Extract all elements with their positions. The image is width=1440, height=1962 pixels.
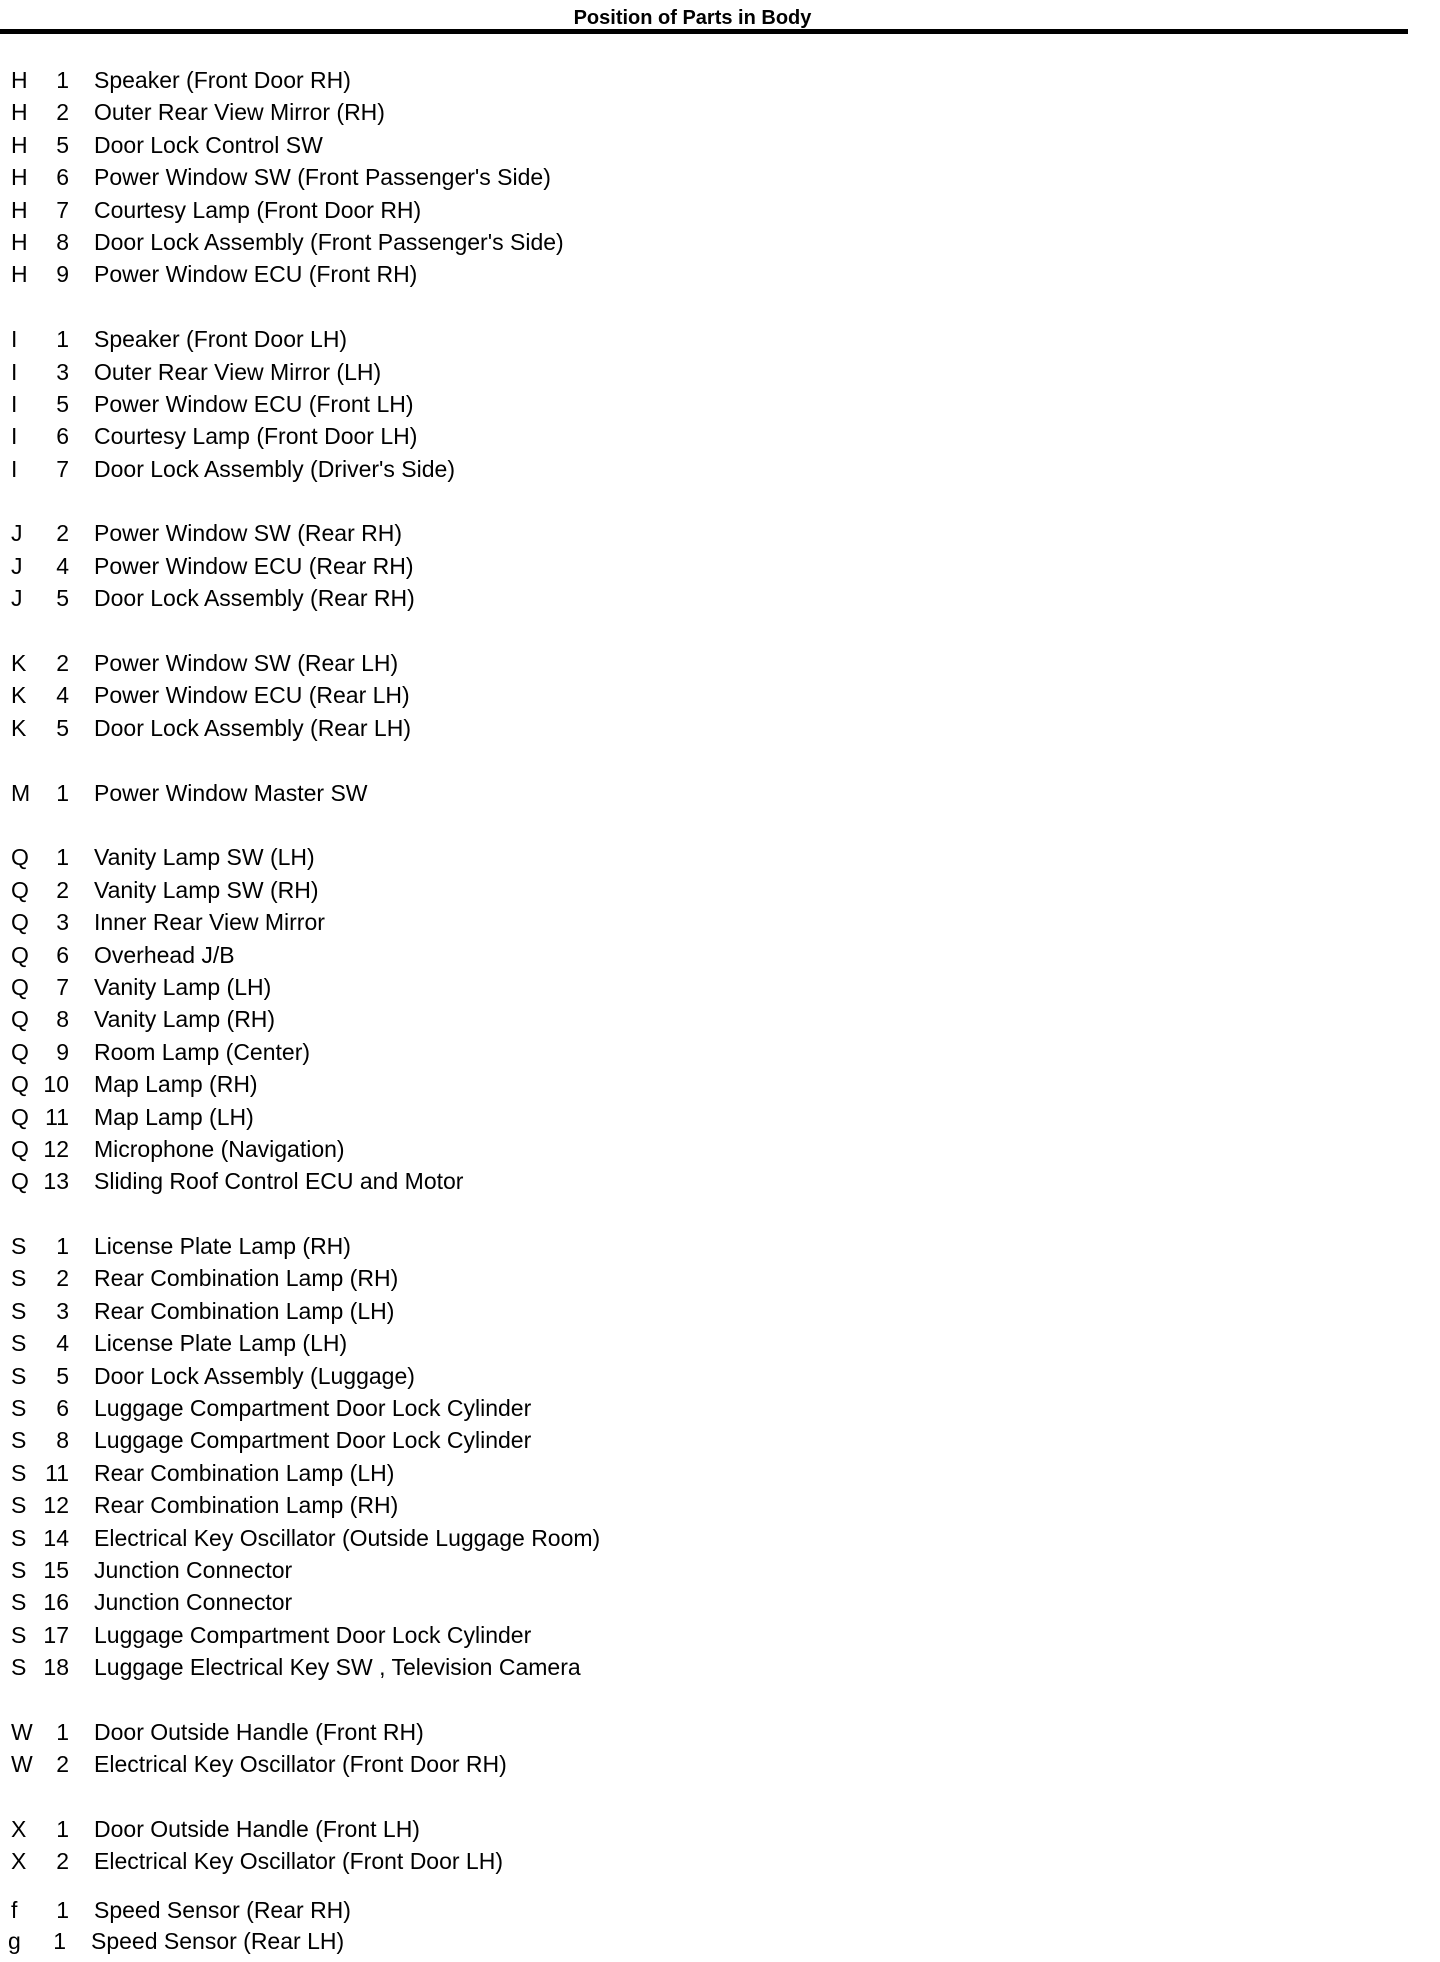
page-title: Position of Parts in Body <box>573 7 812 29</box>
part-name: Vanity Lamp (RH) <box>94 1006 276 1033</box>
part-name: Junction Connector <box>94 1556 293 1583</box>
part-row <box>0 1554 1000 1586</box>
group-spacer <box>0 615 1000 647</box>
part-name: Electrical Key Oscillator (Outside Luggage Room) <box>94 1524 601 1551</box>
part-grid-letter: S <box>11 1362 27 1389</box>
part-row <box>0 96 1000 128</box>
part-grid-letter: I <box>11 358 18 385</box>
part-row <box>0 712 1000 744</box>
part-name: Luggage Compartment Door Lock Cylinder <box>94 1427 532 1454</box>
part-row <box>0 388 1000 420</box>
part-grid-letter: I <box>11 423 18 450</box>
part-grid-number: 6 <box>56 941 69 968</box>
part-grid-number: 11 <box>45 1103 69 1130</box>
part-grid-letter: S <box>11 1297 27 1324</box>
part-grid-letter: X <box>11 1848 27 1875</box>
part-name: Power Window Master SW <box>94 779 368 806</box>
part-grid-letter: Q <box>11 941 29 968</box>
part-grid-number: 1 <box>53 1927 66 1954</box>
part-name: Room Lamp (Center) <box>94 1038 311 1065</box>
part-grid-letter: S <box>11 1524 27 1551</box>
part-grid-letter: H <box>11 131 28 158</box>
part-grid-letter: S <box>11 1589 27 1616</box>
part-grid-number: 2 <box>56 99 69 126</box>
part-row <box>0 1619 1000 1651</box>
part-grid-number: 8 <box>56 1427 69 1454</box>
part-grid-letter: H <box>11 99 28 126</box>
part-grid-letter: K <box>11 682 27 709</box>
part-name: License Plate Lamp (RH) <box>94 1233 351 1260</box>
part-row <box>0 874 1000 906</box>
group-spacer <box>0 485 1000 517</box>
part-name: Map Lamp (LH) <box>94 1103 254 1130</box>
part-grid-letter: I <box>11 326 18 353</box>
part-grid-number: 5 <box>56 131 69 158</box>
part-name: Door Lock Assembly (Driver's Side) <box>94 455 455 482</box>
part-name: Luggage Compartment Door Lock Cylinder <box>94 1621 532 1648</box>
part-grid-number: 1 <box>56 1896 69 1923</box>
part-name: Door Lock Assembly (Rear RH) <box>94 585 415 612</box>
part-name: Electrical Key Oscillator (Front Door RH) <box>94 1751 507 1778</box>
part-name: Door Outside Handle (Front LH) <box>94 1816 420 1843</box>
part-row <box>0 453 1000 485</box>
part-name: Overhead J/B <box>94 941 235 968</box>
part-name: Speaker (Front Door RH) <box>94 67 351 93</box>
part-row <box>0 161 1000 193</box>
part-name: Rear Combination Lamp (RH) <box>94 1492 399 1519</box>
part-name: Rear Combination Lamp (LH) <box>94 1459 395 1486</box>
part-row <box>0 226 1000 258</box>
part-grid-letter: S <box>11 1233 27 1260</box>
part-grid-letter: Q <box>11 1038 29 1065</box>
part-row <box>0 258 1000 290</box>
part-row <box>0 517 1000 549</box>
part-row <box>0 64 1000 96</box>
part-grid-letter: H <box>11 164 28 191</box>
part-grid-letter: Q <box>11 876 29 903</box>
part-name: Vanity Lamp SW (RH) <box>94 876 319 903</box>
part-grid-letter: H <box>11 261 28 288</box>
part-grid-letter: I <box>11 390 18 417</box>
part-grid-letter: S <box>11 1265 27 1292</box>
part-grid-number: 1 <box>56 1816 69 1843</box>
part-row <box>0 582 1000 614</box>
part-grid-number: 14 <box>43 1524 69 1551</box>
part-grid-number: 7 <box>56 196 69 223</box>
part-grid-letter: M <box>11 779 31 806</box>
part-name: Microphone (Navigation) <box>94 1135 345 1162</box>
part-grid-number: 1 <box>56 779 69 806</box>
part-row <box>0 679 1000 711</box>
part-name: Speaker (Front Door LH) <box>94 326 348 353</box>
part-name: Inner Rear View Mirror <box>94 909 325 936</box>
group-spacer <box>0 1878 1000 1894</box>
part-name: Electrical Key Oscillator (Front Door LH) <box>94 1848 503 1875</box>
part-grid-number: 12 <box>43 1135 69 1162</box>
part-grid-number: 10 <box>43 1071 69 1098</box>
part-row <box>0 1748 1000 1780</box>
part-row <box>0 1036 1000 1068</box>
part-name: Power Window ECU (Rear RH) <box>94 552 414 579</box>
part-row <box>0 1651 1000 1683</box>
part-name: Power Window SW (Rear LH) <box>94 650 399 677</box>
part-grid-letter: Q <box>11 973 29 1000</box>
part-row <box>0 906 1000 938</box>
part-name: Outer Rear View Mirror (LH) <box>94 358 382 385</box>
part-name: Door Lock Assembly (Luggage) <box>94 1362 415 1389</box>
part-grid-letter: S <box>11 1395 27 1422</box>
part-grid-number: 1 <box>56 67 69 93</box>
part-row <box>0 841 1000 873</box>
part-row <box>0 1489 1000 1521</box>
part-row <box>0 1586 1000 1618</box>
group-spacer <box>0 744 1000 776</box>
part-row <box>0 1522 1000 1554</box>
part-grid-letter: g <box>8 1927 21 1954</box>
part-grid-letter: S <box>11 1492 27 1519</box>
part-row <box>0 1068 1000 1100</box>
part-name: Courtesy Lamp (Front Door LH) <box>94 423 418 450</box>
part-row <box>0 323 1000 355</box>
part-name: Rear Combination Lamp (LH) <box>94 1297 395 1324</box>
group-spacer <box>0 809 1000 841</box>
part-grid-letter: Q <box>11 909 29 936</box>
part-row <box>0 550 1000 582</box>
part-grid-number: 3 <box>56 909 69 936</box>
part-row <box>0 1327 1000 1359</box>
part-grid-number: 5 <box>56 585 69 612</box>
part-grid-letter: W <box>11 1751 33 1778</box>
part-grid-number: 4 <box>56 682 69 709</box>
part-name: License Plate Lamp (LH) <box>94 1330 348 1357</box>
part-name: Power Window SW (Rear RH) <box>94 520 402 547</box>
part-grid-number: 1 <box>56 1233 69 1260</box>
group-spacer <box>0 1684 1000 1716</box>
part-row <box>0 939 1000 971</box>
title-rule <box>0 29 1408 34</box>
part-grid-number: 12 <box>43 1492 69 1519</box>
part-row <box>0 647 1000 679</box>
part-name: Rear Combination Lamp (RH) <box>94 1265 399 1292</box>
part-name: Luggage Compartment Door Lock Cylinder <box>94 1395 532 1422</box>
part-grid-letter: H <box>11 228 28 255</box>
part-name: Map Lamp (RH) <box>94 1071 258 1098</box>
part-grid-letter: W <box>11 1718 33 1745</box>
part-grid-number: 7 <box>56 973 69 1000</box>
part-name: Speed Sensor (Rear RH) <box>94 1896 351 1923</box>
part-row <box>0 1424 1000 1456</box>
part-grid-number: 5 <box>56 1362 69 1389</box>
part-grid-number: 2 <box>56 1265 69 1292</box>
part-grid-number: 9 <box>56 1038 69 1065</box>
part-grid-letter: K <box>11 650 27 677</box>
part-grid-number: 5 <box>56 390 69 417</box>
parts-list <box>0 64 1000 1956</box>
part-grid-number: 2 <box>56 876 69 903</box>
part-grid-number: 15 <box>43 1556 69 1583</box>
part-row <box>0 1457 1000 1489</box>
part-grid-letter: S <box>11 1621 27 1648</box>
part-grid-letter: K <box>11 714 27 741</box>
part-grid-letter: S <box>11 1459 27 1486</box>
part-grid-number: 2 <box>56 650 69 677</box>
part-name: Door Lock Assembly (Front Passenger's Side) <box>94 228 564 255</box>
part-grid-number: 9 <box>56 261 69 288</box>
part-grid-number: 6 <box>56 164 69 191</box>
part-name: Door Lock Assembly (Rear LH) <box>94 714 411 741</box>
part-grid-letter: Q <box>11 1168 29 1195</box>
part-row <box>0 129 1000 161</box>
part-grid-letter: S <box>11 1330 27 1357</box>
part-row <box>0 1133 1000 1165</box>
part-grid-letter: Q <box>11 1006 29 1033</box>
part-name: Courtesy Lamp (Front Door RH) <box>94 196 422 223</box>
part-grid-number: 8 <box>56 1006 69 1033</box>
part-grid-number: 18 <box>43 1654 69 1681</box>
part-grid-letter: X <box>11 1816 27 1843</box>
part-row <box>0 1845 1000 1877</box>
part-grid-letter: f <box>11 1896 18 1923</box>
part-name: Power Window ECU (Front RH) <box>94 261 418 288</box>
part-name: Door Lock Control SW <box>94 131 323 158</box>
part-row <box>0 777 1000 809</box>
part-grid-number: 16 <box>43 1589 69 1616</box>
part-grid-letter: H <box>11 196 28 223</box>
part-name: Power Window ECU (Rear LH) <box>94 682 410 709</box>
part-row <box>0 420 1000 452</box>
part-row <box>0 1894 1000 1925</box>
part-grid-number: 2 <box>56 520 69 547</box>
part-grid-number: 5 <box>56 714 69 741</box>
part-grid-number: 8 <box>56 228 69 255</box>
part-row <box>0 1165 1000 1197</box>
part-grid-letter: H <box>11 67 28 93</box>
part-row <box>0 194 1000 226</box>
part-grid-letter: J <box>11 585 23 612</box>
part-row <box>0 1716 1000 1748</box>
part-grid-number: 6 <box>56 423 69 450</box>
part-name: Luggage Electrical Key SW , Television Camera <box>94 1654 581 1681</box>
part-grid-letter: J <box>11 520 23 547</box>
part-name: Vanity Lamp SW (LH) <box>94 844 315 871</box>
group-spacer <box>0 291 1000 323</box>
part-grid-number: 2 <box>56 1751 69 1778</box>
part-name: Junction Connector <box>94 1589 293 1616</box>
part-row <box>0 1392 1000 1424</box>
part-grid-letter: S <box>11 1654 27 1681</box>
part-grid-number: 1 <box>56 844 69 871</box>
part-grid-number: 3 <box>56 1297 69 1324</box>
part-row <box>0 971 1000 1003</box>
part-grid-letter: Q <box>11 1135 29 1162</box>
part-grid-letter: Q <box>11 844 29 871</box>
part-row <box>0 1295 1000 1327</box>
part-row <box>0 1230 1000 1262</box>
part-grid-number: 4 <box>56 1330 69 1357</box>
part-grid-number: 4 <box>56 552 69 579</box>
part-grid-number: 1 <box>56 1718 69 1745</box>
part-grid-number: 17 <box>43 1621 69 1648</box>
part-grid-number: 1 <box>56 326 69 353</box>
part-row <box>0 1101 1000 1133</box>
part-row <box>0 356 1000 388</box>
group-spacer <box>0 1198 1000 1230</box>
part-name: Power Window ECU (Front LH) <box>94 390 414 417</box>
part-grid-number: 11 <box>45 1459 69 1486</box>
part-grid-number: 13 <box>43 1168 69 1195</box>
part-grid-number: 7 <box>56 455 69 482</box>
group-spacer <box>0 1781 1000 1813</box>
part-row <box>0 1925 1000 1956</box>
part-grid-letter: J <box>11 552 23 579</box>
part-row <box>0 1813 1000 1845</box>
part-grid-letter: S <box>11 1427 27 1454</box>
part-row <box>0 1262 1000 1294</box>
part-grid-letter: Q <box>11 1103 29 1130</box>
part-grid-letter: Q <box>11 1071 29 1098</box>
part-name: Sliding Roof Control ECU and Motor <box>94 1168 464 1195</box>
part-grid-number: 2 <box>56 1848 69 1875</box>
part-grid-letter: I <box>11 455 18 482</box>
part-grid-letter: S <box>11 1556 27 1583</box>
part-name: Door Outside Handle (Front RH) <box>94 1718 424 1745</box>
part-grid-number: 6 <box>56 1395 69 1422</box>
part-name: Vanity Lamp (LH) <box>94 973 272 1000</box>
part-grid-number: 3 <box>56 358 69 385</box>
part-name: Outer Rear View Mirror (RH) <box>94 99 385 126</box>
part-name: Speed Sensor (Rear LH) <box>91 1927 345 1954</box>
part-row <box>0 1360 1000 1392</box>
part-name: Power Window SW (Front Passenger's Side) <box>94 164 551 191</box>
part-row <box>0 1003 1000 1035</box>
